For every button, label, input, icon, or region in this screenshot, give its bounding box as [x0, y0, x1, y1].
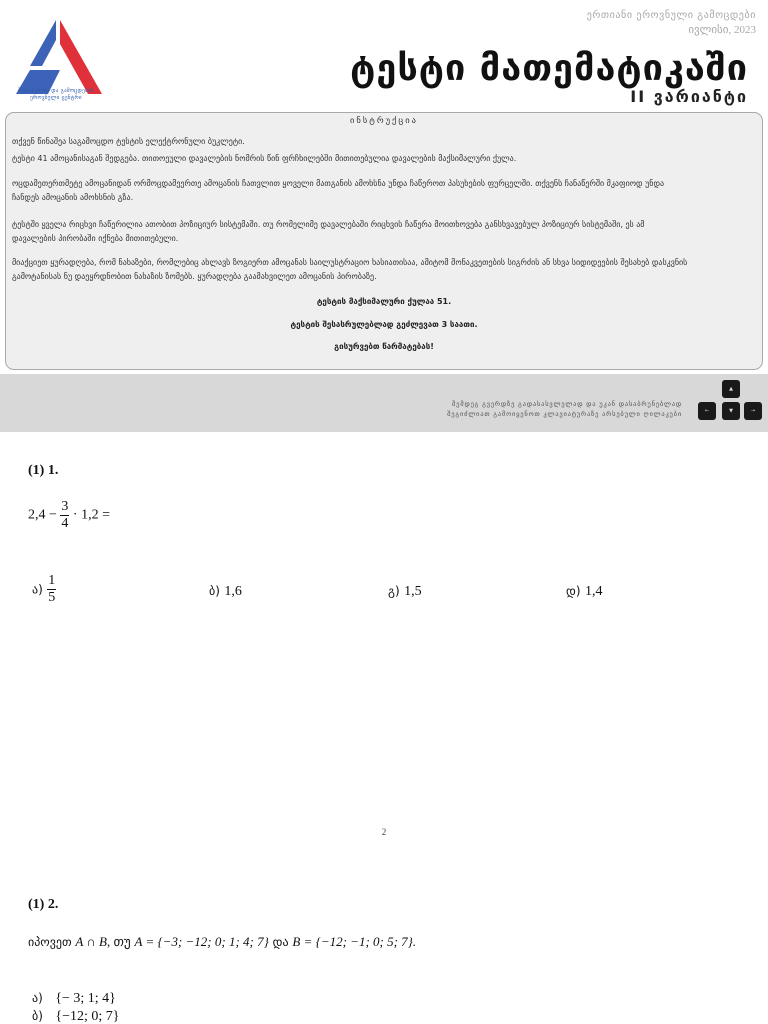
- instruction-text: ჩანდეს ამოცანის ამოხსნის გზა.: [12, 193, 134, 202]
- nav-hint-line2: შეგიძლიათ გამოიყენოთ კლავიატურაზე არსებული ღილაკები: [447, 410, 682, 418]
- expr-right: · 1,2 =: [72, 507, 110, 523]
- option-label: ბ): [32, 1009, 43, 1023]
- page-title: ტესტი მათემატიკაში: [350, 48, 748, 89]
- question-number: (1) 1.: [28, 463, 59, 478]
- option-value: {− 3; 1; 4}: [55, 991, 116, 1006]
- set-b: B = {−12; −1; 0; 5; 7}.: [292, 934, 417, 949]
- instruction-text: გამოტანისას ნუ დაეყრდნობით ნახაზის ზომებს. ყურადღება გაამახვილეთ ამოცანის პირობაზე.: [12, 272, 377, 281]
- instructions-title: ინსტრუქცია: [350, 116, 418, 126]
- logo-caption-line1: შეფასებისა და გამოცდების: [17, 88, 95, 94]
- answer-option-c[interactable]: [388, 583, 422, 600]
- keyboard-nav-band: [0, 374, 768, 432]
- instruction-text: ოცდამეთერთმეტე ამოცანიდან ორმოცდამეერთე ამოცანის ჩათვლით ყოველი მათგანის ამოხსნა უნდა ჩაწეროთ პასუხების ფურცელში. თქვენს ჩანაწერში მკაფიოდ უნდა: [12, 179, 665, 188]
- nav-hint: [447, 399, 682, 419]
- fraction-denominator: 4: [61, 516, 69, 531]
- option-label: ა): [32, 582, 43, 597]
- answer-option-b[interactable]: [209, 583, 242, 600]
- answer-option-a[interactable]: [32, 574, 56, 605]
- and-word: და: [272, 935, 289, 949]
- good-luck: გისურვებთ წარმატებას!: [334, 342, 434, 351]
- max-score: ტესტის მაქსიმალური ქულაა 51.: [316, 297, 452, 306]
- arrow-left-key-icon[interactable]: ←: [698, 402, 716, 420]
- fraction: [47, 574, 56, 605]
- option-value: 1,6: [224, 584, 242, 599]
- fraction-numerator: 3: [61, 499, 69, 514]
- option-value: {−12; 0; 7}: [55, 1009, 120, 1024]
- arrow-up-key-icon[interactable]: ▲: [722, 380, 740, 398]
- instruction-text: თქვენ წინაშეა საგამოცდო ტესტის ელექტრონული ბუკლეტი.: [12, 137, 245, 146]
- header-meta: [587, 8, 756, 37]
- exam-date: ივლისი, 2023: [688, 24, 756, 36]
- instructions-box: [5, 112, 763, 370]
- arrow-right-key-icon[interactable]: →: [744, 402, 762, 420]
- answer-option-d[interactable]: [566, 583, 602, 600]
- answer-option-b[interactable]: [32, 1008, 119, 1024]
- instruction-text: ტესტი 41 ამოცანისაგან შედგება. თითოეული დავალების ნომრის წინ ფრჩხილებში მითითებულია დავალების მაქსიმალური ქულა.: [12, 154, 517, 163]
- nav-hint-line1: შემდეგ გვერდზე გადასასვლელად და უკან დასაბრუნებლად: [452, 400, 682, 408]
- fraction: [60, 500, 69, 531]
- option-label: ა): [32, 991, 43, 1005]
- arrow-down-key-icon[interactable]: ▼: [722, 402, 740, 420]
- variant-label: II ვარიანტი: [630, 87, 748, 106]
- option-label: დ): [566, 584, 581, 598]
- duration: ტესტის შესასრულებლად გეძლევათ 3 საათი.: [290, 320, 478, 329]
- logo-caption-line2: ეროვნული ცენტრი: [30, 95, 82, 101]
- question-expression: [28, 500, 110, 531]
- org-name: ერთიანი ეროვნული გამოცდები: [586, 10, 756, 21]
- expr-left: 2,4 −: [28, 507, 57, 523]
- set-a: A = {−3; −12; 0; 1; 4; 7}: [134, 934, 269, 949]
- question-number: (1) 2.: [28, 897, 59, 912]
- logo-caption: [6, 88, 106, 102]
- answer-option-a[interactable]: [32, 990, 116, 1007]
- instruction-text: მიაქციეთ ყურადღება, რომ ნახაზები, რომლებიც ახლავს ზოგიერთ ამოცანას საილუსტრაციო ხასიათისაა, ამიტომ მონაკვეთების სიგრძის ან სხვა სიდიდეების შესახებ დასკვნის: [12, 258, 688, 267]
- instruction-text: ტესტში ყველა რიცხვი ჩაწერილია ათობით პოზიციურ სისტემაში. თუ რომელიმე დავალებაში რიცხვის ჩაწერა მოითხოვება განსხვავებულ პოზიციურ სისტემაში, ეს ამ: [12, 220, 645, 229]
- option-value: 1,5: [404, 584, 422, 599]
- option-label: გ): [388, 584, 400, 598]
- set-expression: A ∩ B: [75, 934, 107, 949]
- page-number: 2: [381, 827, 387, 837]
- find-word: იპოვეთ: [28, 935, 72, 949]
- fraction-denominator: 5: [48, 590, 56, 605]
- question-text: [28, 934, 416, 950]
- option-label: ბ): [209, 584, 220, 598]
- fraction-numerator: 1: [48, 573, 56, 588]
- option-value: 1,4: [584, 584, 603, 599]
- if-word: , თუ: [106, 934, 131, 949]
- instruction-text: დავალების პირობაში იქნება მითითებული.: [12, 234, 179, 243]
